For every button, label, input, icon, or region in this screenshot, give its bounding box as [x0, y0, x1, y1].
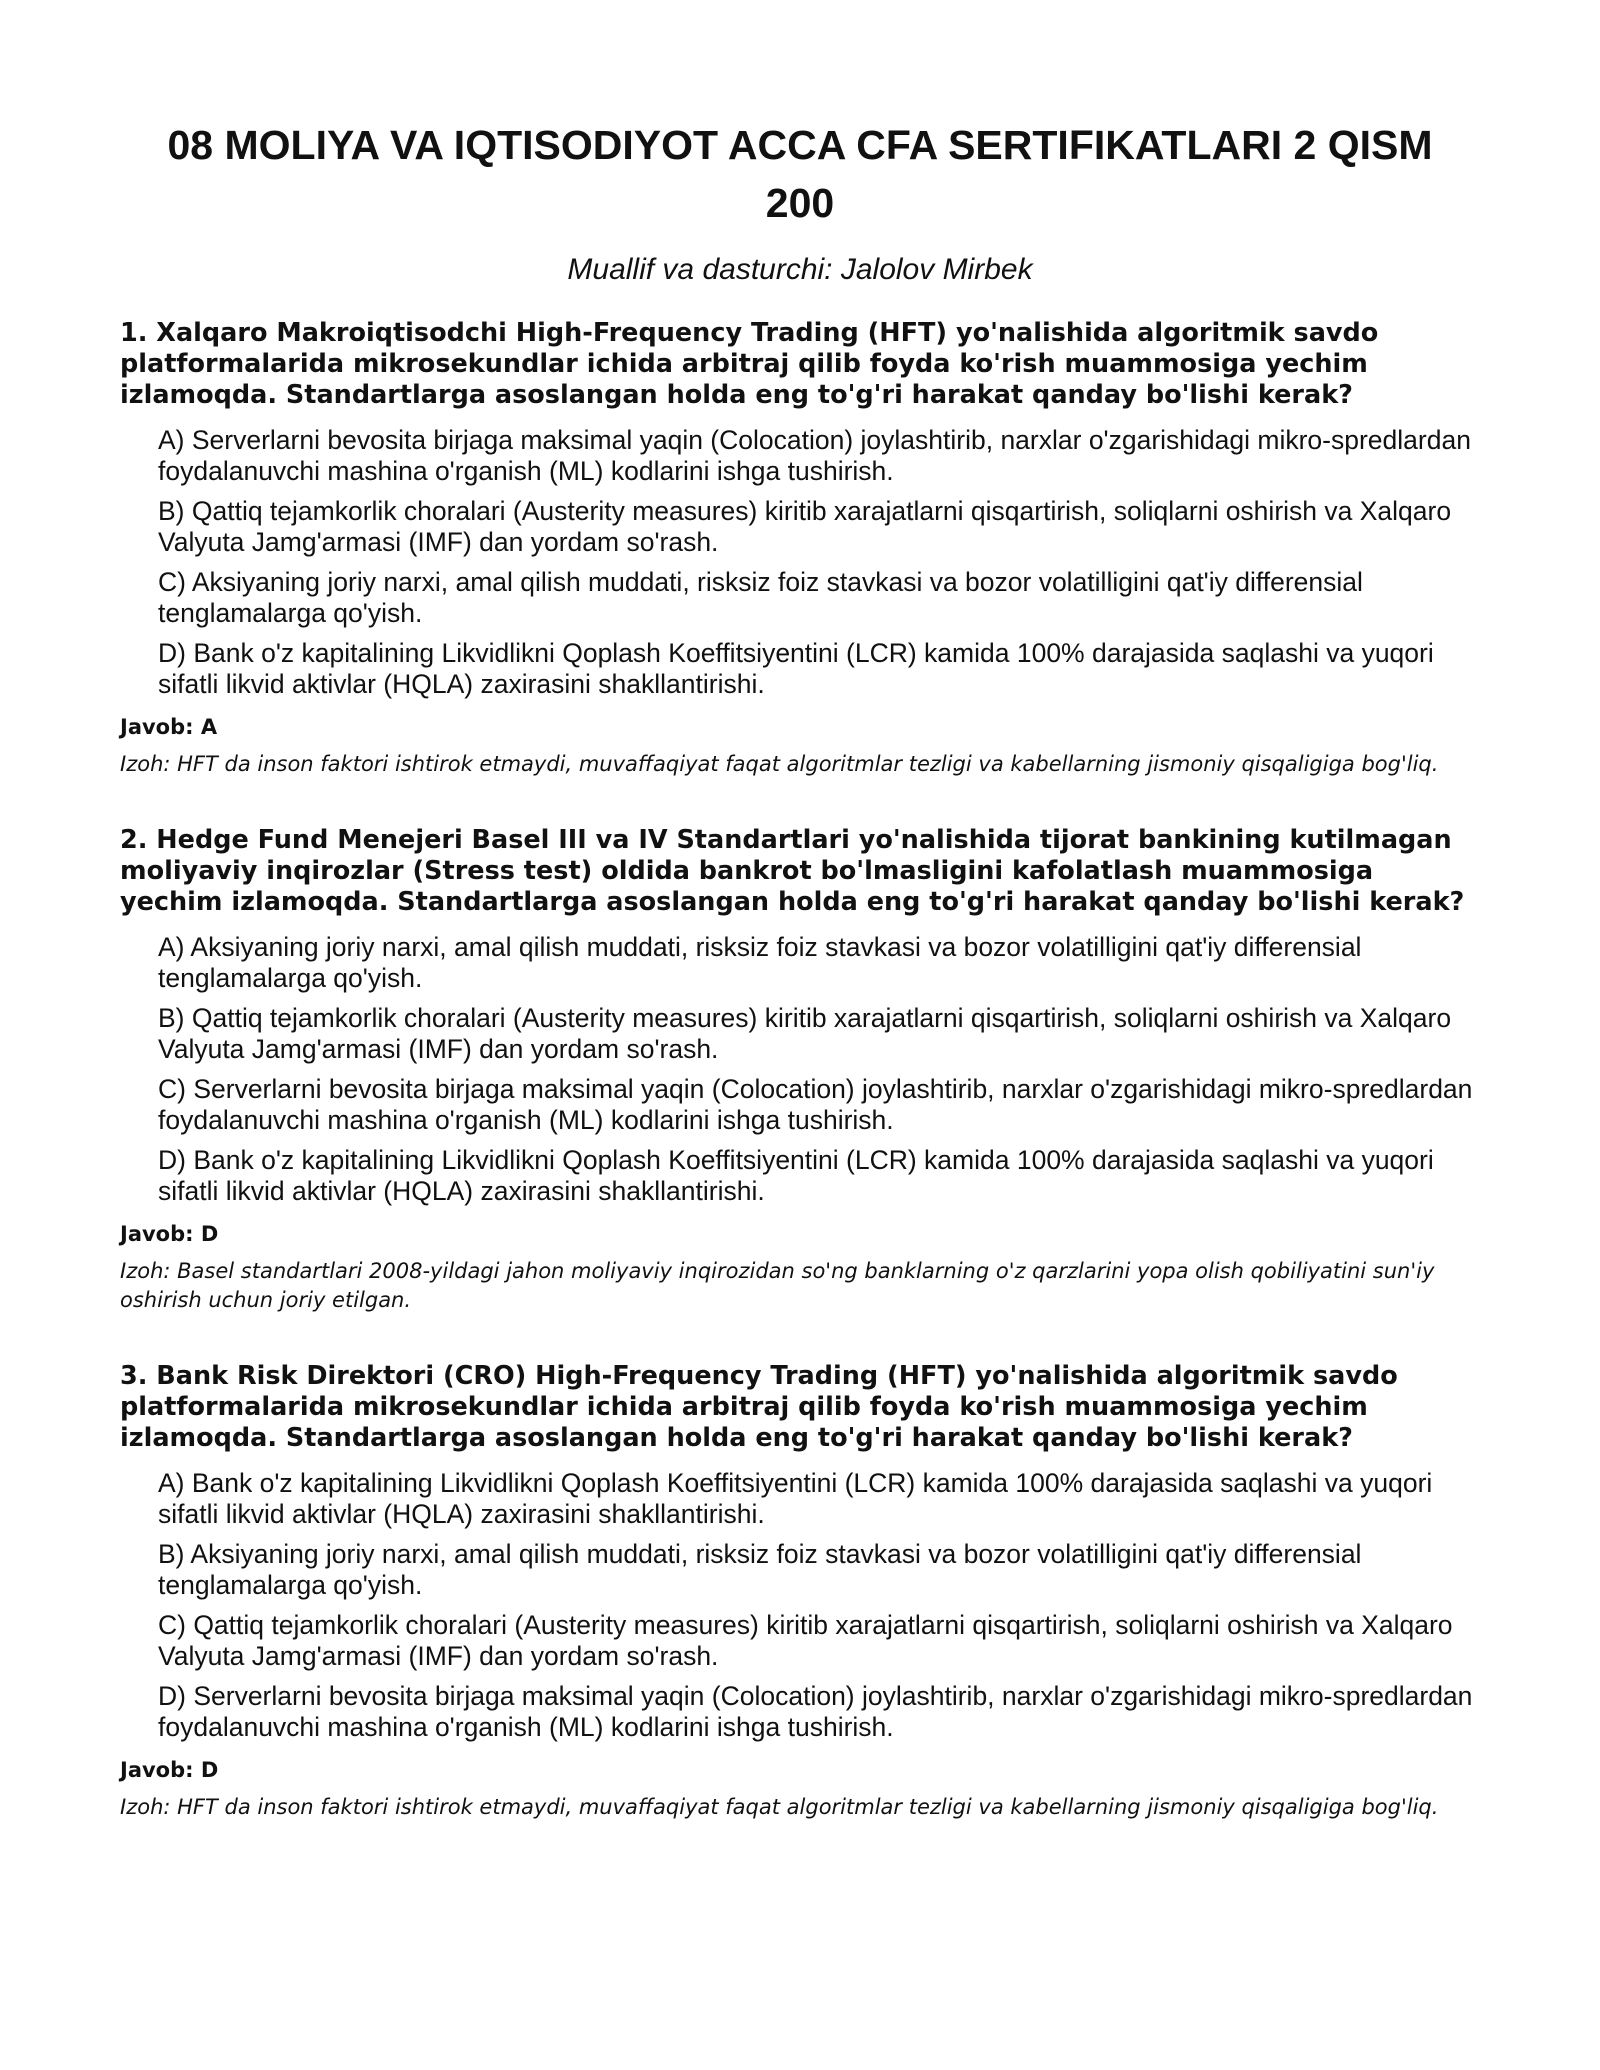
option-b: B) Qattiq tejamkorlik choralari (Austerity measures) kiritib xarajatlarni qisqartirish, soliqlarni oshirish va Xalqaro Valyuta Jamg'armasi (IMF) dan yordam so'rash. [158, 1003, 1452, 1064]
option-list [120, 932, 1480, 1207]
question-1 [120, 318, 1480, 779]
option-a: A) Aksiyaning joriy narxi, amal qilish muddati, risksiz foiz stavkasi va bozor volatilligini qat'iy differensial tenglamalarga qo'yish. [158, 932, 1362, 993]
option-list [120, 1468, 1480, 1743]
question-text: 1. Xalqaro Makroiqtisodchi High-Frequency Trading (HFT) yo'nalishida algoritmik savdo platformalarida mikrosekundlar ichida arbitraj qilib foyda ko'rish muammosiga yechim izlamoqda. Standartlarga asoslangan holda eng to'g'ri harakat qanday bo'lishi kerak? [120, 318, 1379, 410]
answer-label: Javob: A [120, 715, 218, 739]
explanation-text: Izoh: Basel standartlari 2008-yildagi jahon moliyaviy inqirozidan so'ng banklarning o'z qarzlarini yopa olish qobiliyatini sun'iy oshirish uchun joriy etilgan. [120, 1259, 1435, 1312]
document-title-line1: 08 MOLIYA VA IQTISODIYOT ACCA CFA SERTIFIKATLARI 2 QISM [167, 122, 1433, 168]
question-2 [120, 825, 1480, 1315]
question-3 [120, 1361, 1480, 1822]
option-c: C) Aksiyaning joriy narxi, amal qilish muddati, risksiz foiz stavkasi va bozor volatilligini qat'iy differensial tenglamalarga qo'yish. [158, 567, 1363, 628]
option-a: A) Serverlarni bevosita birjaga maksimal yaqin (Colocation) joylashtirib, narxlar o'zgarishidagi mikro-spredlardan foydalanuvchi mashina o'rganish (ML) kodlarini ishga tushirish. [158, 425, 1471, 486]
option-d: D) Bank o'z kapitalining Likvidlikni Qoplash Koeffitsiyentini (LCR) kamida 100% darajasida saqlashi va yuqori sifatli likvid aktivlar (HQLA) zaxirasini shakllantirishi. [158, 638, 1434, 699]
answer-label: Javob: D [120, 1222, 219, 1246]
document-title [120, 116, 1480, 232]
question-text: 2. Hedge Fund Menejeri Basel III va IV Standartlari yo'nalishida tijorat bankining kutilmagan moliyaviy inqirozlar (Stress test) oldida bankrot bo'lmasligini kafolatlash muammosiga yechim izlamoqda. Standartlarga asoslangan holda eng to'g'ri harakat qanday bo'lishi kerak? [120, 825, 1465, 917]
explanation-text: Izoh: HFT da inson faktori ishtirok etmaydi, muvaffaqiyat faqat algoritmlar tezligi va kabellarning jismoniy qisqaligiga bog'liq. [120, 1795, 1439, 1819]
explanation-text: Izoh: HFT da inson faktori ishtirok etmaydi, muvaffaqiyat faqat algoritmlar tezligi va kabellarning jismoniy qisqaligiga bog'liq. [120, 752, 1439, 776]
option-a: A) Bank o'z kapitalining Likvidlikni Qoplash Koeffitsiyentini (LCR) kamida 100% darajasida saqlashi va yuqori sifatli likvid aktivlar (HQLA) zaxirasini shakllantirishi. [158, 1468, 1433, 1529]
option-d: D) Serverlarni bevosita birjaga maksimal yaqin (Colocation) joylashtirib, narxlar o'zgarishidagi mikro-spredlardan foydalanuvchi mashina o'rganish (ML) kodlarini ishga tushirish. [158, 1681, 1473, 1742]
document-author: Muallif va dasturchi: Jalolov Mirbek [567, 253, 1033, 286]
option-b: B) Qattiq tejamkorlik choralari (Austerity measures) kiritib xarajatlarni qisqartirish, soliqlarni oshirish va Xalqaro Valyuta Jamg'armasi (IMF) dan yordam so'rash. [158, 496, 1452, 557]
question-list [120, 318, 1480, 1822]
option-c: C) Serverlarni bevosita birjaga maksimal yaqin (Colocation) joylashtirib, narxlar o'zgarishidagi mikro-spredlardan foydalanuvchi mashina o'rganish (ML) kodlarini ishga tushirish. [158, 1074, 1473, 1135]
answer-label: Javob: D [120, 1758, 219, 1782]
option-list [120, 425, 1480, 700]
document-title-line2: 200 [765, 180, 835, 226]
option-b: B) Aksiyaning joriy narxi, amal qilish muddati, risksiz foiz stavkasi va bozor volatilligini qat'iy differensial tenglamalarga qo'yish. [158, 1539, 1362, 1600]
option-d: D) Bank o'z kapitalining Likvidlikni Qoplash Koeffitsiyentini (LCR) kamida 100% darajasida saqlashi va yuqori sifatli likvid aktivlar (HQLA) zaxirasini shakllantirishi. [158, 1145, 1434, 1206]
question-text: 3. Bank Risk Direktori (CRO) High-Frequency Trading (HFT) yo'nalishida algoritmik savdo platformalarida mikrosekundlar ichida arbitraj qilib foyda ko'rish muammosiga yechim izlamoqda. Standartlarga asoslangan holda eng to'g'ri harakat qanday bo'lishi kerak? [120, 1361, 1398, 1453]
option-c: C) Qattiq tejamkorlik choralari (Austerity measures) kiritib xarajatlarni qisqartirish, soliqlarni oshirish va Xalqaro Valyuta Jamg'armasi (IMF) dan yordam so'rash. [158, 1610, 1453, 1671]
